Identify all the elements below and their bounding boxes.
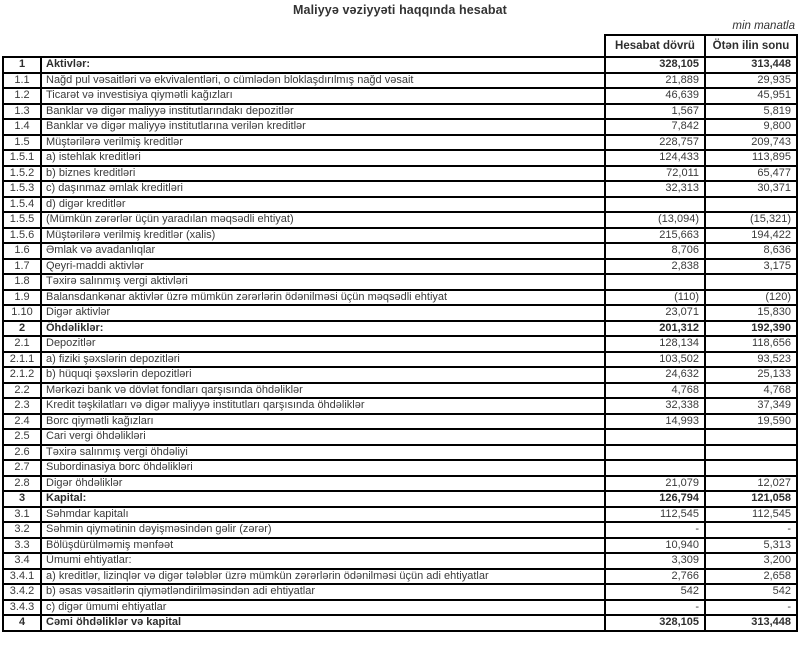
table-row xyxy=(3,476,797,492)
value-current: 10,940 xyxy=(605,538,705,554)
row-number: 1.5.5 xyxy=(3,212,41,228)
value-current: 32,313 xyxy=(605,181,705,197)
row-label: Aktivlər: xyxy=(41,57,605,73)
value-current xyxy=(605,460,705,476)
value-previous: 29,935 xyxy=(705,73,797,89)
value-current xyxy=(605,429,705,445)
row-number: 2 xyxy=(3,321,41,337)
row-number: 1.8 xyxy=(3,274,41,290)
value-previous: 113,895 xyxy=(705,150,797,166)
table-row xyxy=(3,290,797,306)
value-current: 21,889 xyxy=(605,73,705,89)
table-row xyxy=(3,228,797,244)
row-number: 1.5.6 xyxy=(3,228,41,244)
value-previous: 30,371 xyxy=(705,181,797,197)
value-current: - xyxy=(605,522,705,538)
row-label: a) fiziki şəxslərin depozitləri xyxy=(41,352,605,368)
row-label: b) əsas vəsaitlərin qiymətləndirilməsindən adi ehtiyatlar xyxy=(41,584,605,600)
row-number: 3.3 xyxy=(3,538,41,554)
value-previous: 194,422 xyxy=(705,228,797,244)
value-previous: 45,951 xyxy=(705,88,797,104)
table-row xyxy=(3,600,797,616)
row-number: 1.5.1 xyxy=(3,150,41,166)
value-current: 201,312 xyxy=(605,321,705,337)
value-current: 328,105 xyxy=(605,615,705,631)
row-label: Səhmin qiymətinin dəyişməsindən gəlir (zərər) xyxy=(41,522,605,538)
value-previous: 9,800 xyxy=(705,119,797,135)
value-current: 4,768 xyxy=(605,383,705,399)
row-number: 3.4.3 xyxy=(3,600,41,616)
table-row xyxy=(3,135,797,151)
row-number: 3.4 xyxy=(3,553,41,569)
row-label: Əmlak və avadanlıqlar xyxy=(41,243,605,259)
value-current: 7,842 xyxy=(605,119,705,135)
value-previous: 15,830 xyxy=(705,305,797,321)
row-number: 2.1.2 xyxy=(3,367,41,383)
row-label: Subordinasiya borc öhdəlikləri xyxy=(41,460,605,476)
value-previous: 25,133 xyxy=(705,367,797,383)
row-label: Öhdəliklər: xyxy=(41,321,605,337)
table-row xyxy=(3,274,797,290)
row-label: Balansdankənar aktivlər üzrə mümkün zərərlərin ödənilməsi üçün məqsədli ehtiyat xyxy=(41,290,605,306)
value-previous: 4,768 xyxy=(705,383,797,399)
value-previous: 313,448 xyxy=(705,615,797,631)
row-number: 1.5.2 xyxy=(3,166,41,182)
value-previous xyxy=(705,274,797,290)
table-row xyxy=(3,615,797,631)
header-spacer xyxy=(3,35,41,57)
row-number: 3.4.2 xyxy=(3,584,41,600)
table-row xyxy=(3,305,797,321)
row-number: 1.9 xyxy=(3,290,41,306)
row-label: Kapital: xyxy=(41,491,605,507)
value-current: (13,094) xyxy=(605,212,705,228)
table-row xyxy=(3,429,797,445)
row-number: 1.7 xyxy=(3,259,41,275)
table-row xyxy=(3,104,797,120)
value-previous: 118,656 xyxy=(705,336,797,352)
row-number: 1.5.3 xyxy=(3,181,41,197)
value-current: 2,838 xyxy=(605,259,705,275)
table-row xyxy=(3,445,797,461)
row-number: 3.4.1 xyxy=(3,569,41,585)
value-current: 23,071 xyxy=(605,305,705,321)
row-number: 1 xyxy=(3,57,41,73)
row-number: 2.3 xyxy=(3,398,41,414)
table-header-row xyxy=(3,35,797,57)
row-number: 2.6 xyxy=(3,445,41,461)
row-label: Digər öhdəliklər xyxy=(41,476,605,492)
value-previous: - xyxy=(705,522,797,538)
row-number: 2.1.1 xyxy=(3,352,41,368)
row-label: Banklar və digər maliyyə institutlarındakı depozitlər xyxy=(41,104,605,120)
table-row xyxy=(3,522,797,538)
table-row xyxy=(3,212,797,228)
value-previous: 112,545 xyxy=(705,507,797,523)
value-previous: - xyxy=(705,600,797,616)
row-label: Banklar və digər maliyyə institutlarına verilən kreditlər xyxy=(41,119,605,135)
value-previous: 313,448 xyxy=(705,57,797,73)
value-current: 103,502 xyxy=(605,352,705,368)
table-row xyxy=(3,398,797,414)
table-row xyxy=(3,259,797,275)
row-number: 4 xyxy=(3,615,41,631)
row-label: Borc qiymətli kağızları xyxy=(41,414,605,430)
row-label: d) digər kreditlər xyxy=(41,197,605,213)
value-current: 3,309 xyxy=(605,553,705,569)
value-previous: 3,175 xyxy=(705,259,797,275)
value-previous: 37,349 xyxy=(705,398,797,414)
value-previous: 93,523 xyxy=(705,352,797,368)
table-row xyxy=(3,553,797,569)
row-label: Cari vergi öhdəlikləri xyxy=(41,429,605,445)
table-row xyxy=(3,584,797,600)
unit-note: min manatla xyxy=(732,20,795,32)
value-previous: 8,636 xyxy=(705,243,797,259)
row-label: c) digər ümumi ehtiyatlar xyxy=(41,600,605,616)
row-label: (Mümkün zərərlər üçün yaradılan məqsədli ehtiyat) xyxy=(41,212,605,228)
row-number: 1.4 xyxy=(3,119,41,135)
value-current: 24,632 xyxy=(605,367,705,383)
table-row xyxy=(3,538,797,554)
value-previous: 65,477 xyxy=(705,166,797,182)
row-label: b) biznes kreditləri xyxy=(41,166,605,182)
table-row xyxy=(3,243,797,259)
value-current xyxy=(605,445,705,461)
row-label: Təxirə salınmış vergi aktivləri xyxy=(41,274,605,290)
row-number: 3.2 xyxy=(3,522,41,538)
value-current: 2,766 xyxy=(605,569,705,585)
value-previous: (120) xyxy=(705,290,797,306)
value-previous: 121,058 xyxy=(705,491,797,507)
value-current: 72,011 xyxy=(605,166,705,182)
table-row xyxy=(3,414,797,430)
value-current: 46,639 xyxy=(605,88,705,104)
table-row xyxy=(3,197,797,213)
row-label: Müştərilərə verilmiş kreditlər (xalis) xyxy=(41,228,605,244)
row-label: Digər aktivlər xyxy=(41,305,605,321)
value-current: 124,433 xyxy=(605,150,705,166)
table-row xyxy=(3,383,797,399)
value-current: 21,079 xyxy=(605,476,705,492)
row-label: Ticarət və investisiya qiymətli kağızları xyxy=(41,88,605,104)
value-current: 8,706 xyxy=(605,243,705,259)
page-title: Maliyyə vəziyyəti haqqında hesabat xyxy=(293,3,507,17)
value-current: - xyxy=(605,600,705,616)
value-current xyxy=(605,274,705,290)
row-number: 1.1 xyxy=(3,73,41,89)
row-label: Müştərilərə verilmiş kreditlər xyxy=(41,135,605,151)
value-previous xyxy=(705,429,797,445)
value-previous: 5,313 xyxy=(705,538,797,554)
value-previous: 542 xyxy=(705,584,797,600)
row-number: 2.7 xyxy=(3,460,41,476)
row-number: 3.1 xyxy=(3,507,41,523)
table-row xyxy=(3,73,797,89)
table-row xyxy=(3,367,797,383)
value-current: 112,545 xyxy=(605,507,705,523)
financial-position-table xyxy=(2,34,798,632)
value-previous: 5,819 xyxy=(705,104,797,120)
value-current: 14,993 xyxy=(605,414,705,430)
value-current: 1,567 xyxy=(605,104,705,120)
row-label: Cəmi öhdəliklər və kapital xyxy=(41,615,605,631)
row-label: a) istehlak kreditləri xyxy=(41,150,605,166)
value-current: 215,663 xyxy=(605,228,705,244)
table-row xyxy=(3,181,797,197)
value-previous: 12,027 xyxy=(705,476,797,492)
value-previous: 19,590 xyxy=(705,414,797,430)
column-header-previous-year-end: Ötən ilin sonu xyxy=(705,35,797,57)
row-label: Səhmdar kapitalı xyxy=(41,507,605,523)
table-row xyxy=(3,321,797,337)
row-label: a) kreditlər, lizinqlər və digər tələblər üzrə mümkün zərərlərin ödənilməsi üçün adi ehtiyatlar xyxy=(41,569,605,585)
value-previous xyxy=(705,197,797,213)
table-row xyxy=(3,57,797,73)
value-previous: (15,321) xyxy=(705,212,797,228)
row-label: Qeyri-maddi aktivlər xyxy=(41,259,605,275)
value-previous: 209,743 xyxy=(705,135,797,151)
row-number: 1.10 xyxy=(3,305,41,321)
row-label: b) hüquqi şəxslərin depozitləri xyxy=(41,367,605,383)
table-row xyxy=(3,507,797,523)
row-label: Bölüşdürülməmiş mənfəət xyxy=(41,538,605,554)
row-number: 1.2 xyxy=(3,88,41,104)
table-row xyxy=(3,166,797,182)
header-spacer xyxy=(41,35,605,57)
row-label: Nağd pul vəsaitləri və ekvivalentləri, o cümlədən bloklaşdırılmış nağd vəsait xyxy=(41,73,605,89)
column-header-current-period: Hesabat dövrü xyxy=(605,35,705,57)
value-previous: 192,390 xyxy=(705,321,797,337)
value-current: 32,338 xyxy=(605,398,705,414)
value-current: 126,794 xyxy=(605,491,705,507)
row-number: 2.2 xyxy=(3,383,41,399)
row-label: Təxirə salınmış vergi öhdəliyi xyxy=(41,445,605,461)
table-row xyxy=(3,491,797,507)
row-number: 2.4 xyxy=(3,414,41,430)
row-label: Mərkəzi bank və dövlət fondları qarşısında öhdəliklər xyxy=(41,383,605,399)
table-row xyxy=(3,88,797,104)
row-number: 2.8 xyxy=(3,476,41,492)
row-number: 1.5.4 xyxy=(3,197,41,213)
value-previous: 2,658 xyxy=(705,569,797,585)
row-number: 1.6 xyxy=(3,243,41,259)
value-current xyxy=(605,197,705,213)
table-body xyxy=(3,57,797,631)
table-row xyxy=(3,150,797,166)
table-row xyxy=(3,119,797,135)
row-number: 1.5 xyxy=(3,135,41,151)
table-row xyxy=(3,352,797,368)
value-current: 328,105 xyxy=(605,57,705,73)
row-number: 3 xyxy=(3,491,41,507)
table-row xyxy=(3,460,797,476)
row-label: c) daşınmaz əmlak kreditləri xyxy=(41,181,605,197)
row-number: 2.1 xyxy=(3,336,41,352)
row-number: 1.3 xyxy=(3,104,41,120)
row-number: 2.5 xyxy=(3,429,41,445)
row-label: Ümumi ehtiyatlar: xyxy=(41,553,605,569)
value-current: (110) xyxy=(605,290,705,306)
value-previous xyxy=(705,460,797,476)
table-row xyxy=(3,336,797,352)
value-current: 228,757 xyxy=(605,135,705,151)
table-row xyxy=(3,569,797,585)
value-current: 128,134 xyxy=(605,336,705,352)
value-previous: 3,200 xyxy=(705,553,797,569)
value-current: 542 xyxy=(605,584,705,600)
value-previous xyxy=(705,445,797,461)
row-label: Depozitlər xyxy=(41,336,605,352)
row-label: Kredit təşkilatları və digər maliyyə institutları qarşısında öhdəliklər xyxy=(41,398,605,414)
